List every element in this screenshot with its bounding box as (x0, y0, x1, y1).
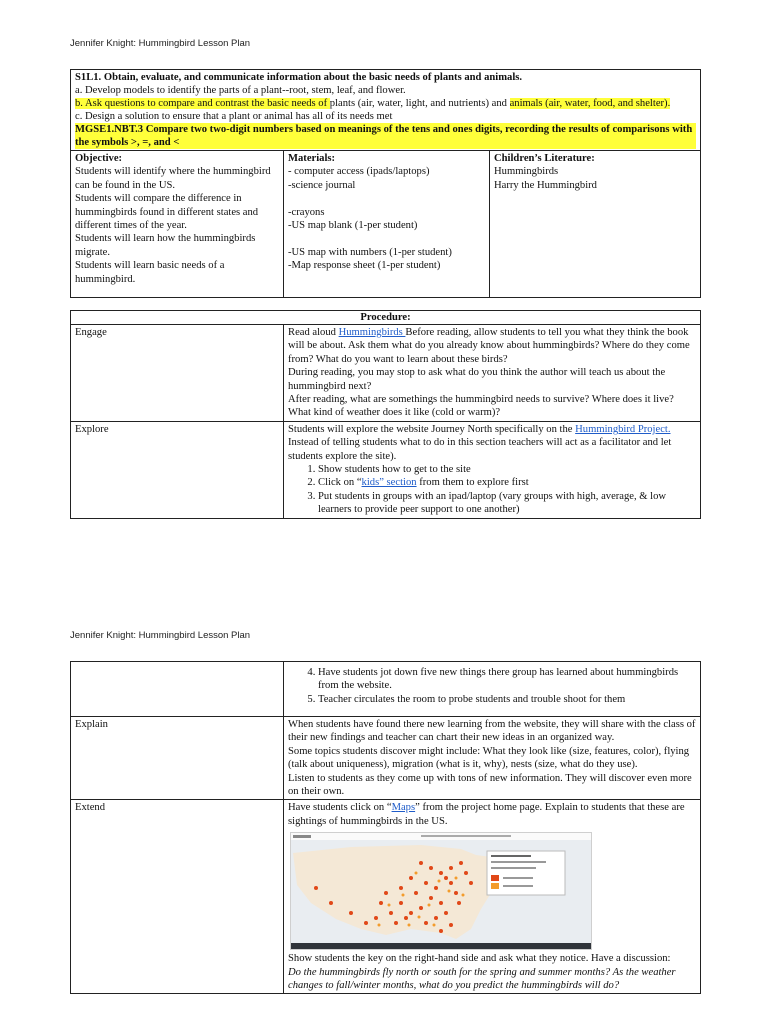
extend-label: Extend (71, 800, 284, 994)
explain-paragraph: Some topics students discover might include: What they look like (size, features, color), flying (talk about uniqueness), migration (what is it, why), nests (size, what do they use). (288, 745, 690, 771)
explore-label: Explore (71, 421, 284, 518)
materials-item: -US map blank (1-per student) (288, 220, 418, 232)
extend-text: Have students click on “ (288, 802, 392, 814)
explain-paragraph: When students have found there new learning from the website, they will share with the class of their new findings and teacher can chart their new ideas in an organized way. (288, 719, 696, 744)
sightings-map-graphic (291, 833, 591, 949)
standard-b-plants: plants (air, water, light, and nutrients) and (329, 98, 510, 109)
objective-line: Students will learn how the hummingbirds migrate. (75, 233, 256, 258)
literature-heading: Children’s Literature: (494, 153, 595, 164)
engage-label: Engage (71, 325, 284, 422)
explain-paragraph: Listen to students as they come up with tons of new information. They will discover even more on their own. (288, 772, 692, 798)
standard-b-animals: animals (air, water, food, and shelter). (509, 98, 671, 109)
standard-mgse: MGSE1.NBT.3 Compare two two-digit numbers based on meanings of the tens and ones digits, recording the results of comparisons with the symbols >, =, and < (75, 123, 696, 149)
discussion-questions: Do the hummingbirds fly north or south for the spring and summer months? As the weather changes to fall/winter months, what do you predict the hummingbirds will do? (288, 966, 676, 992)
hummingbird-sightings-map-image (290, 832, 592, 950)
objective-cell (71, 151, 284, 298)
materials-item: -science journal (288, 179, 356, 191)
procedure-table (70, 310, 701, 519)
explore-step: 5. Teacher circulates the room to probe students and trouble shoot for them (318, 693, 696, 706)
hummingbird-project-link[interactable]: Hummingbird Project. (575, 423, 671, 435)
engage-content (284, 325, 701, 422)
maps-link[interactable]: Maps (391, 802, 416, 814)
explore-step: 4. Have students jot down five new things there group has learned about hummingbirds from the website. (318, 666, 696, 693)
literature-item: Hummingbirds (494, 166, 559, 178)
continued-steps-cell (284, 662, 701, 717)
literature-cell (490, 151, 701, 298)
materials-item: -US map with numbers (1-per student) (288, 246, 452, 258)
standard-c: c. Design a solution to ensure that a plant or animal has all of its needs met (75, 111, 393, 122)
engage-paragraph: After reading, what are somethings the hummingbird needs to survive? Where does it live? What kind of weather does it like (cold or warm)? (288, 394, 674, 419)
standard-s1l1: S1L1. Obtain, evaluate, and communicate information about the basic needs of plants and animals. (75, 72, 523, 83)
page-header: Jennifer Knight: Hummingbird Lesson Plan (70, 630, 251, 641)
explore-text: Instead of telling students what to do in this section teachers will act as a facilitator and let students explore the site). (288, 437, 672, 462)
materials-heading: Materials: (288, 153, 336, 164)
materials-item: -Map response sheet (1-per student) (288, 260, 441, 272)
explore-step: 2. Click on “kids” section from them to explore first (318, 476, 696, 489)
objective-heading: Objective: (75, 153, 123, 164)
literature-item: Harry the Hummingbird (494, 179, 597, 191)
extend-paragraph: Show students the key on the right-hand side and ask what they notice. Have a discussion: (288, 953, 671, 965)
explain-label: Explain (71, 717, 284, 800)
objective-line: Students will learn basic needs of a hummingbird. (75, 260, 225, 285)
standards-cell (71, 70, 701, 151)
kids-section-link[interactable]: kids” section (361, 477, 417, 489)
extend-text: ” from the project home page. Explain to students that these are sightings of hummingbirds in the US. (288, 802, 685, 827)
objective-line: Students will compare the difference in hummingbirds found in different states and different times of the year. (75, 193, 259, 232)
continued-steps (288, 666, 696, 706)
empty-label-cell (71, 662, 284, 717)
standard-b (75, 97, 696, 110)
standard-b-highlight: b. Ask questions to compare and contrast the basic needs of (75, 98, 330, 109)
explore-text: Students will explore the website Journey North specifically on the (288, 423, 576, 435)
engage-paragraph: During reading, you may stop to ask what do you think the author will teach us about the hummingbird next? (288, 367, 666, 392)
materials-item: -crayons (288, 206, 325, 218)
hummingbirds-book-link[interactable]: Hummingbirds (338, 327, 406, 338)
engage-text: Read aloud (288, 327, 339, 338)
explore-content (284, 421, 701, 518)
explore-step: 3. Put students in groups with an ipad/laptop (vary groups with high, average, & low learners to provide peer support to one another) (318, 490, 696, 517)
explore-step: 1. Show students how to get to the site (318, 463, 696, 476)
standard-a: a. Develop models to identify the parts of a plant--root, stem, leaf, and flower. (75, 85, 406, 96)
materials-item: - computer access (ipads/laptops) (288, 166, 430, 178)
page-header: Jennifer Knight: Hummingbird Lesson Plan (70, 38, 251, 49)
objective-line: Students will identify where the hummingbird can be found in the US. (75, 166, 271, 191)
procedure-title: Procedure: (71, 311, 701, 325)
extend-content (284, 800, 701, 994)
standards-table (70, 69, 701, 298)
explore-steps (288, 463, 696, 517)
procedure-table-continued (70, 661, 701, 994)
engage-text: Before reading, allow students to tell you what they think the book will be about. Ask them what do you already know about hummingbirds? Where do they come from? What do you want to learn about these birds? (288, 327, 690, 365)
materials-cell (284, 151, 490, 298)
explain-content (284, 717, 701, 800)
